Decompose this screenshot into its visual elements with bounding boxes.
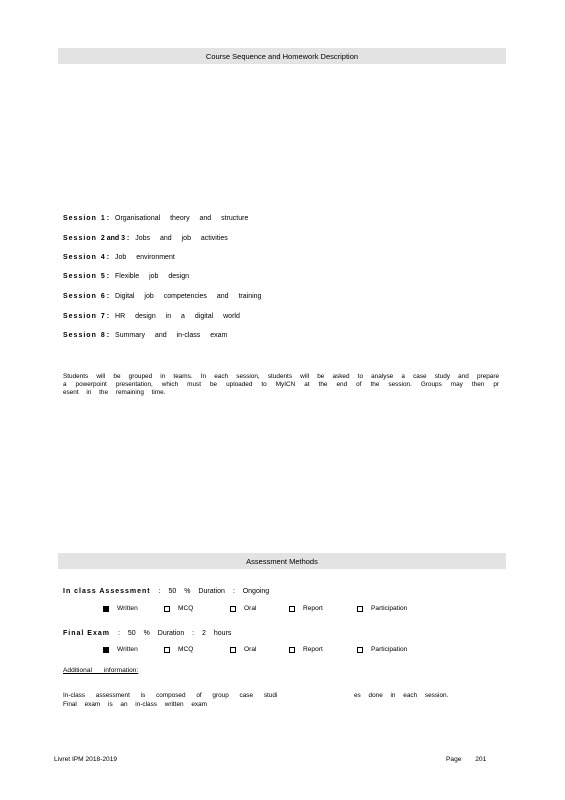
session-key: Session bbox=[63, 254, 97, 261]
checkbox-icon bbox=[230, 647, 236, 653]
session-item bbox=[63, 215, 248, 222]
checkbox-icon bbox=[164, 647, 170, 653]
checkbox-icon bbox=[357, 606, 363, 612]
session-title: Job environment bbox=[115, 254, 175, 261]
checkbox-icon bbox=[357, 647, 363, 653]
session-number: 1 : bbox=[100, 215, 110, 222]
homework-description: Students will be grouped in teams. In each session, students will be asked to analyse a case study and prepare a powerpoint presentation, which must be uploaded to MyICN at the end of the session. Groups may then pr esent in the remaining time. bbox=[63, 373, 499, 396]
final-exam-details: : 50 % Duration : 2 hours bbox=[117, 630, 232, 637]
inclass-assessment-details: : 50 % Duration : Ongoing bbox=[158, 588, 270, 595]
session-item bbox=[63, 235, 228, 242]
session-key: Session bbox=[63, 293, 97, 300]
session-number: 2 and 3 : bbox=[100, 235, 130, 242]
footer-page bbox=[446, 756, 486, 763]
session-key: Session bbox=[63, 332, 97, 339]
assessment-methods-header bbox=[58, 553, 506, 569]
session-title: Flexible job design bbox=[115, 273, 190, 280]
final-option-oral bbox=[230, 646, 256, 653]
additional-line-1a: In-class assessment is composed of group case studi bbox=[63, 692, 278, 699]
session-title: Organisational theory and structure bbox=[115, 215, 249, 222]
inclass-option-written bbox=[103, 605, 138, 612]
session-number: 8 : bbox=[100, 332, 110, 339]
option-label: Written bbox=[117, 605, 138, 612]
additional-line-2: Final exam is an in-class written exam bbox=[63, 701, 207, 708]
option-label: Report bbox=[303, 646, 323, 653]
option-label: Participation bbox=[371, 646, 408, 653]
footer-left: Livret IPM 2018-2019 bbox=[54, 756, 118, 763]
session-item bbox=[63, 293, 261, 300]
checkbox-icon bbox=[230, 606, 236, 612]
option-label: Written bbox=[117, 646, 138, 653]
checkbox-checked-icon bbox=[103, 647, 109, 653]
additional-line-1b: es done in each session. bbox=[354, 692, 449, 699]
session-number: 6 : bbox=[100, 293, 110, 300]
session-number: 7 : bbox=[100, 313, 110, 320]
inclass-option-participation bbox=[357, 605, 407, 612]
final-option-report bbox=[289, 646, 323, 653]
checkbox-icon bbox=[289, 606, 295, 612]
assessment-methods-title: Assessment Methods bbox=[246, 556, 318, 566]
session-key: Session bbox=[63, 215, 97, 222]
inclass-assessment-line bbox=[63, 588, 269, 595]
checkbox-icon bbox=[164, 606, 170, 612]
inclass-option-oral bbox=[230, 605, 256, 612]
additional-information-label: Additional information: bbox=[63, 667, 139, 674]
session-number: 4 : bbox=[100, 254, 110, 261]
option-label: Participation bbox=[371, 605, 408, 612]
checkbox-checked-icon bbox=[103, 606, 109, 612]
inclass-option-report bbox=[289, 605, 323, 612]
final-exam-label: Final Exam bbox=[63, 630, 110, 637]
session-title: Summary and in-class exam bbox=[115, 332, 228, 339]
session-key: Session bbox=[63, 235, 97, 242]
session-title: Digital job competencies and training bbox=[115, 293, 262, 300]
final-option-mcq bbox=[164, 646, 193, 653]
inclass-assessment-label: In class Assessment bbox=[63, 588, 151, 595]
option-label: Oral bbox=[244, 646, 257, 653]
session-key: Session bbox=[63, 273, 97, 280]
session-number: 5 : bbox=[100, 273, 110, 280]
session-item bbox=[63, 313, 240, 320]
inclass-option-mcq bbox=[164, 605, 193, 612]
session-item bbox=[63, 332, 227, 339]
footer-page-label: Page bbox=[446, 756, 462, 763]
option-label: Oral bbox=[244, 605, 257, 612]
final-option-participation bbox=[357, 646, 407, 653]
option-label: MCQ bbox=[178, 605, 194, 612]
session-item bbox=[63, 254, 175, 261]
checkbox-icon bbox=[289, 647, 295, 653]
session-item bbox=[63, 273, 189, 280]
final-exam-line bbox=[63, 630, 231, 637]
session-title: HR design in a digital world bbox=[115, 313, 240, 320]
option-label: Report bbox=[303, 605, 323, 612]
option-label: MCQ bbox=[178, 646, 194, 653]
course-sequence-header bbox=[58, 48, 506, 64]
footer-page-number: 201 bbox=[475, 756, 487, 763]
session-title: Jobs and job activities bbox=[135, 235, 228, 242]
course-sequence-title: Course Sequence and Homework Description bbox=[205, 51, 359, 61]
session-key: Session bbox=[63, 313, 97, 320]
final-option-written bbox=[103, 646, 138, 653]
